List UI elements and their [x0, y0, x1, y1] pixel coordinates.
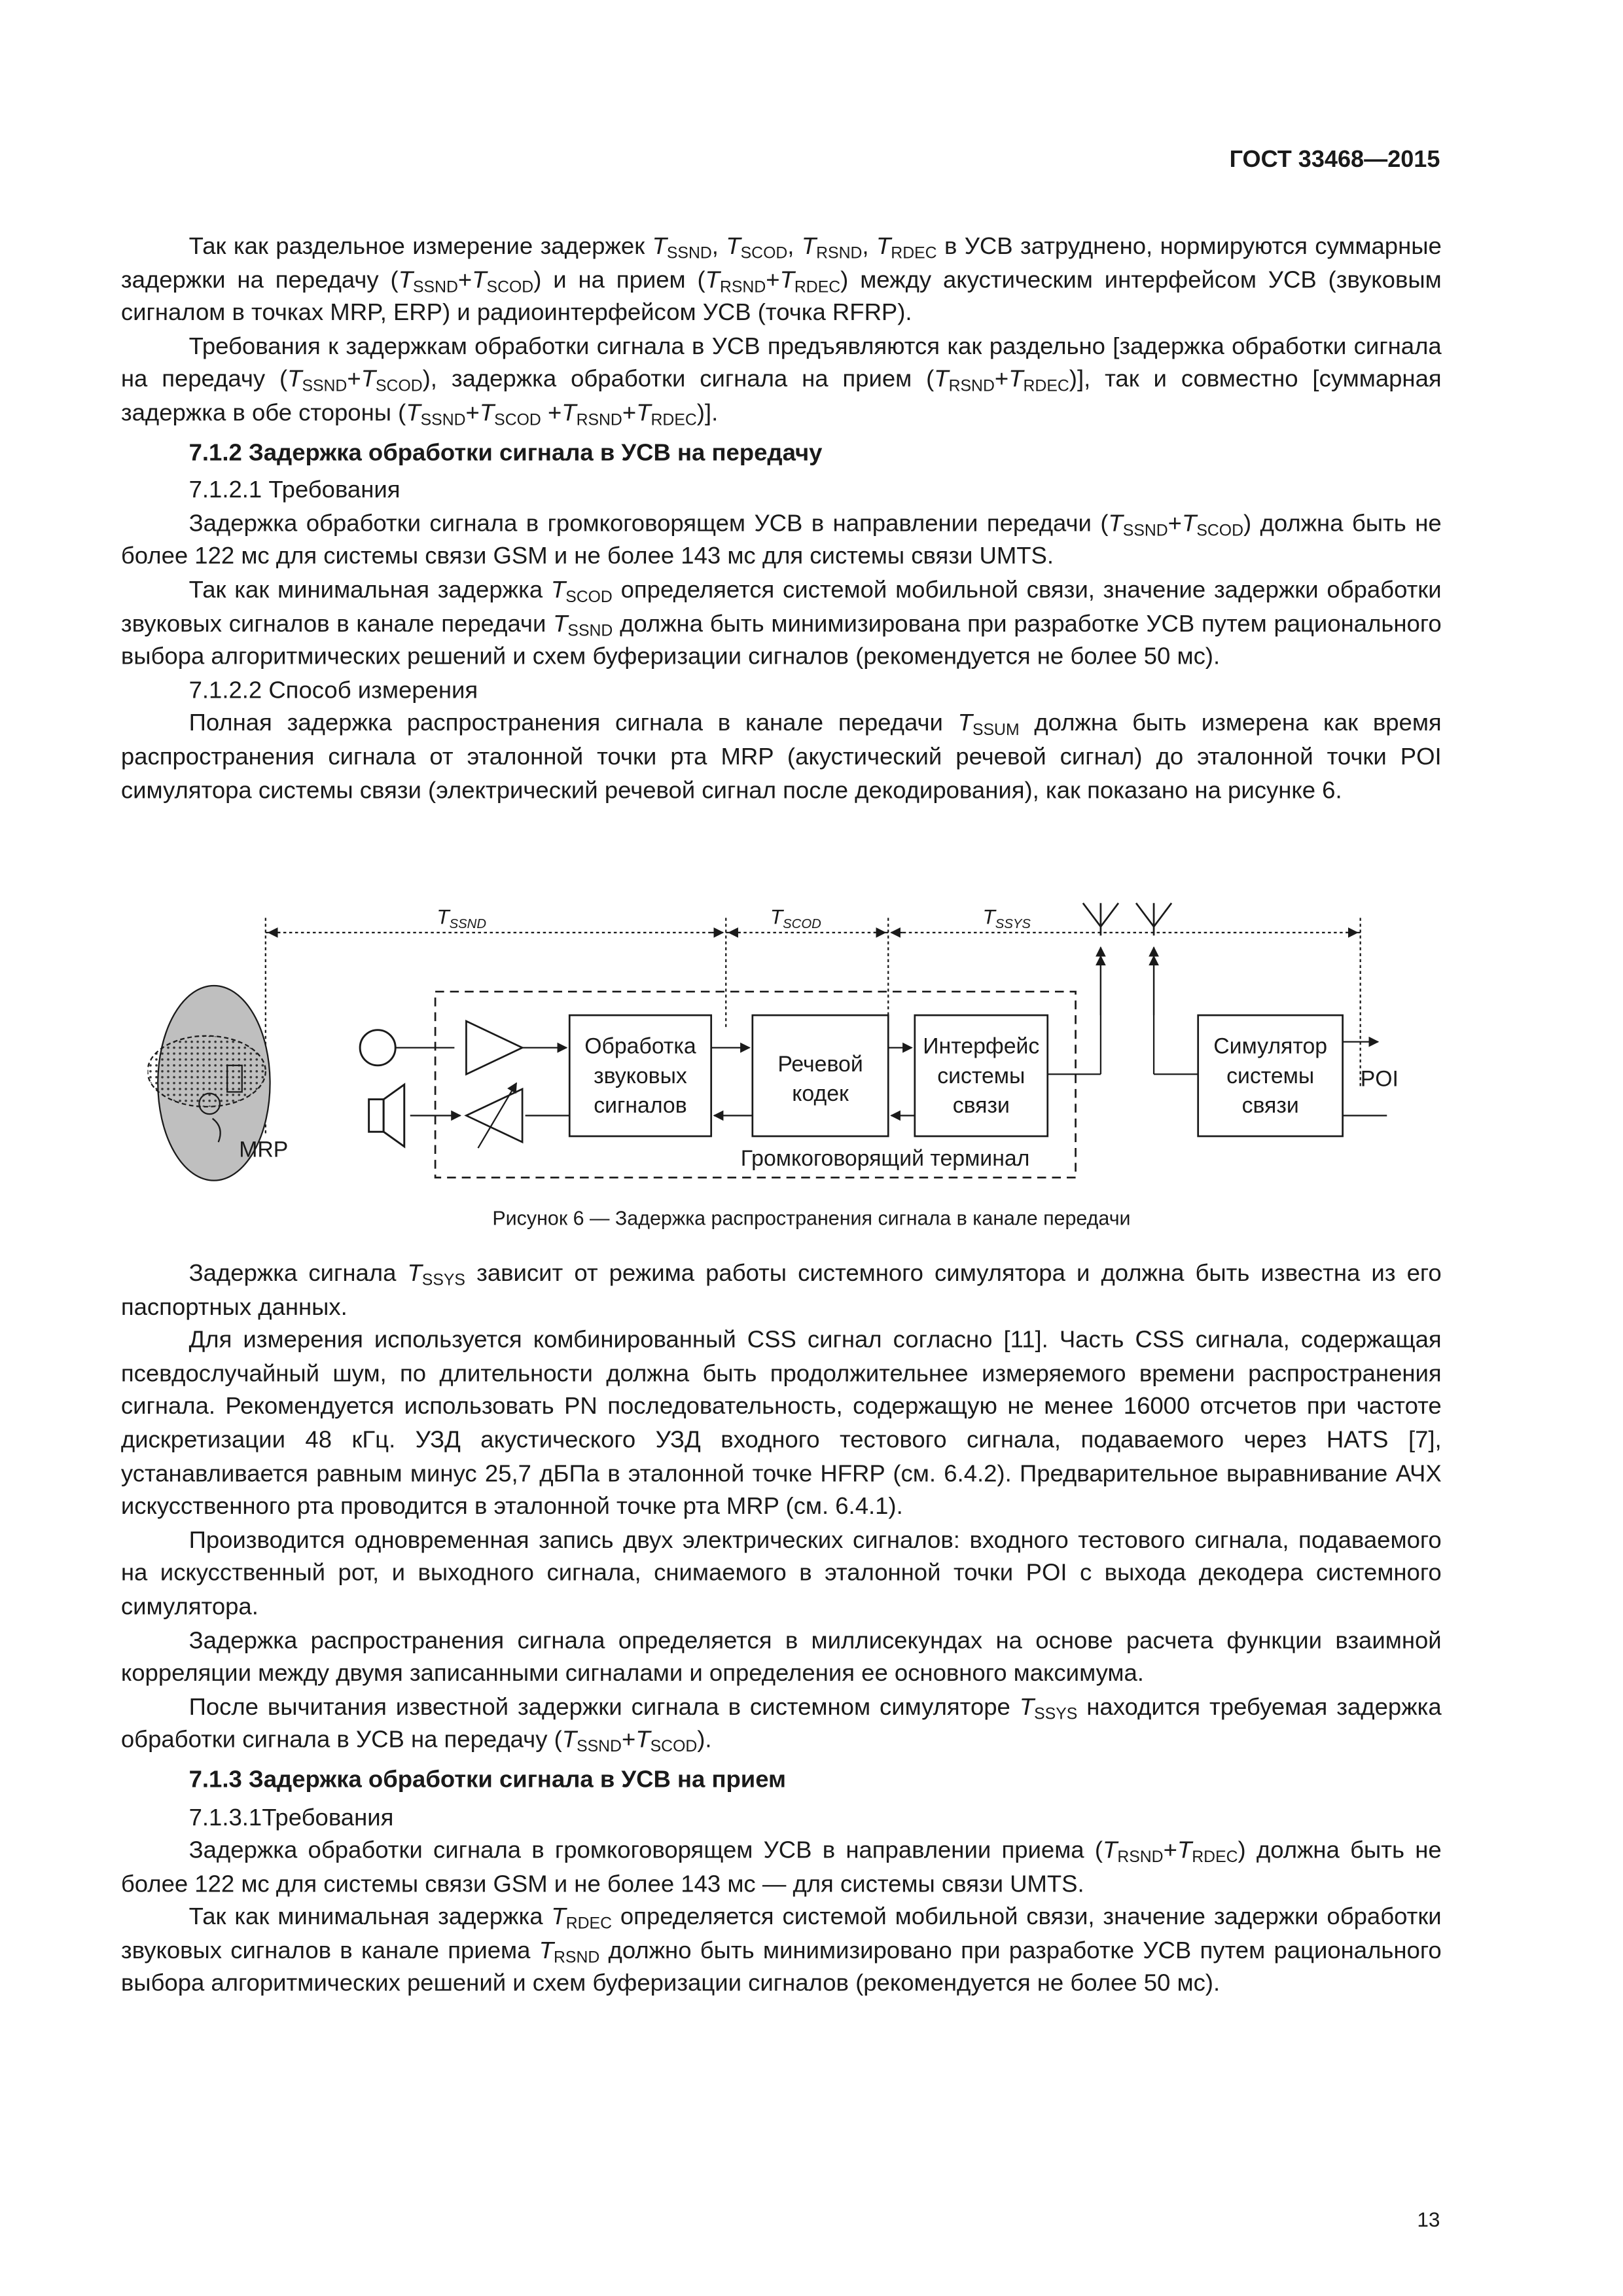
section-heading-7-1-2: 7.1.2 Задержка обработки сигнала в УСВ на передачу	[188, 439, 823, 466]
t-ssys-label: $T_{SSYS}$	[982, 905, 1031, 932]
block-label: кодек	[792, 1081, 849, 1106]
block-label: Речевой	[777, 1051, 863, 1077]
paragraph: Задержка обработки сигнала в громкоговорящем УСВ в направлении передачи $(T_{SSND}+T_{SCOD})$ должна быть не более 122 мс для системы связи GSM и не более 143 мс для системы связи UMTS.	[120, 510, 1442, 571]
paragraph: Задержка сигнала $T_{SSYS}$ зависит от режима работы системного симулятора и должна быть известна из его паспортных данных.	[120, 1260, 1442, 1320]
simulator-antenna-icon	[1136, 903, 1171, 936]
loudspeaker-icon	[369, 1085, 404, 1147]
subsection-7-1-3-1: 7.1.3.1Требования	[188, 1804, 394, 1831]
page-number: 13	[1417, 2207, 1440, 2231]
signal-delay-diagram	[147, 897, 1446, 1193]
paragraph: Так как минимальная задержка $T_{RDEC}$ определяется системой мобильной связи, значение задержки обработки звуковых сигналов в канале приема $T_{RSND}$ должно быть минимизировано при разработке УСВ путем рационального выбора алгоритмических решений и схем буферизации сигналов (рекомендуется не более 50 мс).	[120, 1903, 1442, 1998]
terminal-label: Громкоговорящий терминал	[740, 1146, 1030, 1172]
lower-text	[121, 1257, 1442, 2001]
paragraph: Задержка распространения сигнала определяется в миллисекундах на основе расчета функции взаимной корреляции между двумя записанными сигналами и определения ее основного максимума.	[120, 1626, 1442, 1687]
subsection-7-1-2-1: 7.1.2.1 Требования	[188, 476, 401, 504]
paragraph: Так как минимальная задержка $T_{SCOD}$ определяется системой мобильной связи, значение задержки обработки звуковых сигналов в канале передачи $T_{SSND}$ должна быть минимизирована при разработке УСВ путем рационального выбора алгоритмических решений и схем буферизации сигналов (рекомендуется не более 50 мс).	[120, 577, 1442, 670]
block-label: Интерфейс	[923, 1033, 1040, 1059]
figure-caption: Рисунок 6 — Задержка распространения сигнала в канале передачи	[492, 1207, 1131, 1230]
subsection-7-1-2-2: 7.1.2.2 Способ измерения	[188, 677, 478, 704]
block-label: системы	[937, 1063, 1026, 1088]
paragraph: Для измерения используется комбинированный CSS сигнал согласно [11]. Часть CSS сигнала, содержащая псевдослучайный шум, по длительности должна быть продолжительнее измеряемого времени распространения сигнала. Рекомендуется использовать PN последовательность, содержащую не менее 16000 отсчетов при частоте дискретизации 48 кГц. УЗД акустического УЗД входного тестового сигнала, подаваемого через HATS [7], устанавливается равным минус 25,7 дБПа в эталонной точке HFRP (см. 6.4.2). Предварительное выравнивание АЧХ искусственного рта проводится в эталонной точке рта MRP (см. 6.4.1).	[120, 1327, 1442, 1520]
upper-text	[121, 230, 1442, 808]
block-label: связи	[1241, 1092, 1299, 1118]
paragraph: После вычитания известной задержки сигнала в системном симуляторе $T_{SSYS}$ находится требуемая задержка обработки сигнала в УСВ на передачу $(T_{SSND}+T_{SCOD})$.	[120, 1693, 1442, 1757]
paragraph: Так как раздельное измерение задержек $T_{SSND}$, $T_{SCOD}$, $T_{RSND}$, $T_{RDEC}$ в УСВ затруднено, нормируются суммарные задержки на передачу $(T_{SSND}+T_{SCOD})$ и на прием $(T_{RSND}+T_{RDEC})$ между акустическим интерфейсом УСВ (звуковым сигналом в точках MRP, ERP) и радиоинтерфейсом УСВ (точка RFRP).	[120, 233, 1442, 327]
paragraph: Производится одновременная запись двух электрических сигналов: входного тестового сигнала, подаваемого на искусственный рот, и выходного сигнала, снимаемого в эталонной точки POI с выхода декодера системного симулятора.	[120, 1526, 1442, 1621]
t-scod-label: $T_{SCOD}$	[770, 905, 821, 932]
document-id: ГОСТ 33468—2015	[1229, 147, 1440, 173]
block-label: сигналов	[594, 1092, 687, 1118]
block-label: системы	[1226, 1063, 1315, 1088]
paragraph: Полная задержка распространения сигнала в канале передачи $T_{SSUM}$ должна быть измерена как время распространения сигнала от эталонной точки рта MRP (акустический речевой сигнал) до эталонной точки POI симулятора системы связи (электрический речевой сигнал после декодирования), как показано на рисунке 6.	[120, 710, 1442, 804]
microphone-icon	[360, 1030, 395, 1066]
paragraph: Задержка обработки сигнала в громкоговорящем УСВ в направлении приема $(T_{RSND}+T_{RDEC})$ должна быть не более 122 мс для системы связи GSM и не более 143 мс — для системы связи UMTS.	[120, 1837, 1442, 1897]
transmit-amplifier-icon	[466, 1021, 522, 1074]
t-ssnd-label: $T_{SSND}$	[437, 905, 486, 932]
poi-label: POI	[1360, 1066, 1399, 1092]
mrp-label: MRP	[239, 1137, 289, 1162]
receive-amplifier-icon	[466, 1089, 522, 1142]
block-label: звуковых	[594, 1063, 687, 1088]
block-label: Симулятор	[1213, 1033, 1328, 1059]
terminal-antenna-icon	[1083, 903, 1118, 936]
figure-6-diagram	[147, 897, 1446, 1193]
block-label: связи	[952, 1092, 1010, 1118]
block-label: Обработка	[584, 1033, 696, 1059]
paragraph: Требования к задержкам обработки сигнала в УСВ предъявляются как раздельно [задержка обработки сигнала на передачу $(T_{SSND}+T_{SCOD})$, задержка обработки сигнала на прием $(T_{RSND}+T_{RDEC})$], так и совместно [суммарная задержка в обе стороны $(T_{SSND}+T_{SCOD} +T_{RSND}+T_{RDEC})$].	[120, 333, 1442, 430]
section-heading-7-1-3: 7.1.3 Задержка обработки сигнала в УСВ на прием	[188, 1766, 787, 1793]
